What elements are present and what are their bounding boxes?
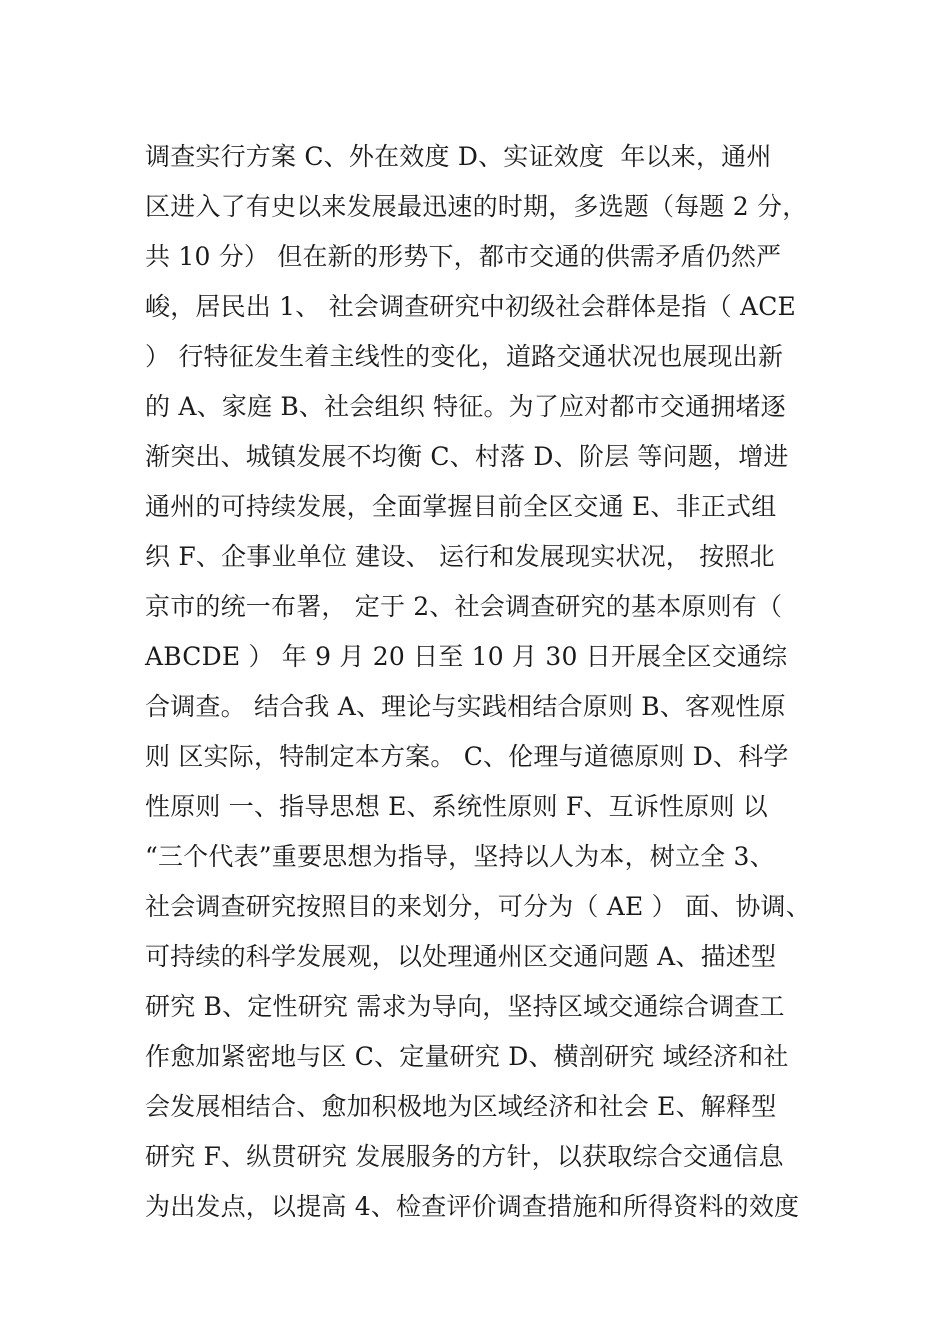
text-line: ） 行特征发生着主线性的变化，道路交通状况也展现出新 [145,342,784,371]
text-line: 研究 F、纵贯研究 发展服务的方针，以获取综合交通信息 [145,1142,784,1171]
text-line: 区进入了有史以来发展最迅速的时期，多选题（每题 2 分， [145,192,808,221]
text-line: 调查实行方案 C、外在效度 D、实证效度 年以来，通州 [145,142,772,171]
text-line: 峻，居民出 1、 社会调查研究中初级社会群体是指（ ACE [145,292,796,321]
text-line: 京市的统一布署， 定于 2、社会调查研究的基本原则有（ [145,592,783,621]
text-line: 织 F、企事业单位 建设、 运行和发展现实状况， 按照北 [145,542,775,571]
text-line: 会发展相结合、愈加积极地为区域经济和社会 E、解释型 [145,1092,777,1121]
text-line: 合调查。 结合我 A、理论与实践相结合原则 B、客观性原 [145,692,786,721]
text-line: “三个代表”重要思想为指导，坚持以人为本，树立全 3、 [145,842,775,871]
text-line: 渐突出、城镇发展不均衡 C、村落 D、阶层 等问题，增进 [145,442,789,471]
body-text [145,132,845,1232]
text-line: 为出发点，以提高 4、检查评价调查措施和所得资料的效度 [145,1192,800,1221]
text-line: 通州的可持续发展，全面掌握目前全区交通 E、非正式组 [145,492,777,521]
text-line: 共 10 分） 但在新的形势下，都市交通的供需矛盾仍然严 [145,242,782,271]
text-line: 可持续的科学发展观，以处理通州区交通问题 A、描述型 [145,942,777,971]
text-line: 研究 B、定性研究 需求为导向，坚持区域交通综合调查工 [145,992,785,1021]
text-line: 性原则 一、指导思想 E、系统性原则 F、互诉性原则 以 [145,792,768,821]
text-line: 的 A、家庭 B、社会组织 特征。为了应对都市交通拥堵逐 [145,392,786,421]
text-line: 作愈加紧密地与区 C、定量研究 D、横剖研究 域经济和社 [145,1042,789,1071]
text-line: 则 区实际，特制定本方案。 C、伦理与道德原则 D、科学 [145,742,789,771]
text-line: ABCDE ） 年 9 月 20 日至 10 月 30 日开展全区交通综 [145,642,788,671]
text-line: 社会调查研究按照目的来划分，可分为（ AE ） 面、协调、 [145,892,811,921]
